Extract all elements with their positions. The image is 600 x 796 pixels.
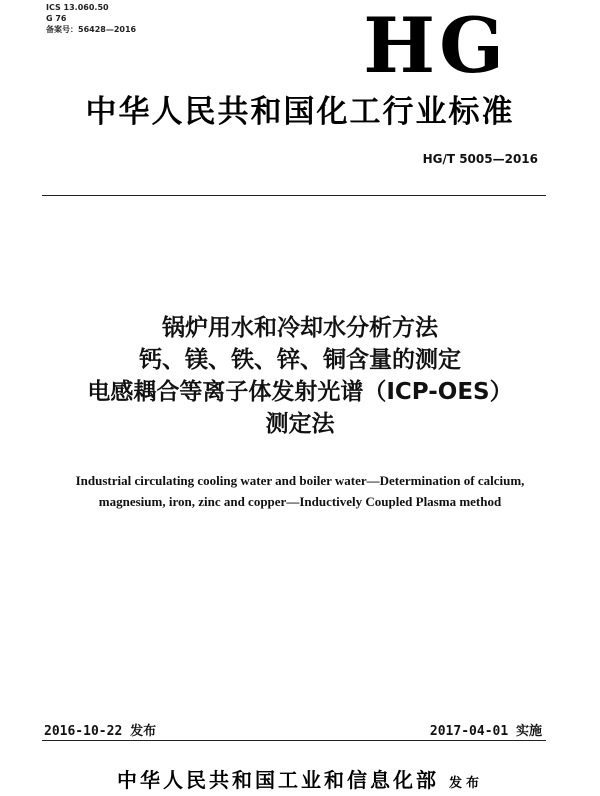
issuer-name: 中华人民共和国工业和信息化部 xyxy=(116,768,439,792)
hg-logo: HG xyxy=(363,1,508,90)
english-title xyxy=(30,470,570,512)
standard-category-title: 中华人民共和国化工行业标准 xyxy=(85,94,515,130)
filing-number: 备案号：56428—2016 xyxy=(46,25,137,34)
publish-date: 2016-10-22 发布 xyxy=(44,724,157,739)
bottom-divider-line xyxy=(42,740,546,741)
chinese-title-line-3: 电感耦合等离子体发射光谱（ICP-OES） xyxy=(87,379,513,405)
issuer xyxy=(0,764,600,793)
divider-line xyxy=(42,195,546,196)
english-title-line-1: Industrial circulating cooling water and boiler water—Determination of calcium, xyxy=(75,473,525,488)
english-title-line-2: magnesium, iron, zinc and copper—Inductively Coupled Plasma method xyxy=(98,494,502,509)
meta-block xyxy=(46,2,136,35)
issue-label: 发布 xyxy=(448,776,483,791)
chinese-title-line-4: 测定法 xyxy=(265,411,335,437)
chinese-title-line-1: 锅炉用水和冷却水分析方法 xyxy=(162,315,438,341)
ics-code: ICS 13.060.50 xyxy=(46,3,109,12)
ccs-code: G 76 xyxy=(46,14,67,23)
implement-date: 2017-04-01 实施 xyxy=(429,724,542,739)
standard-code: HG/T 5005—2016 xyxy=(422,152,538,166)
chinese-title-line-2: 钙、镁、铁、锌、铜含量的测定 xyxy=(139,347,461,373)
